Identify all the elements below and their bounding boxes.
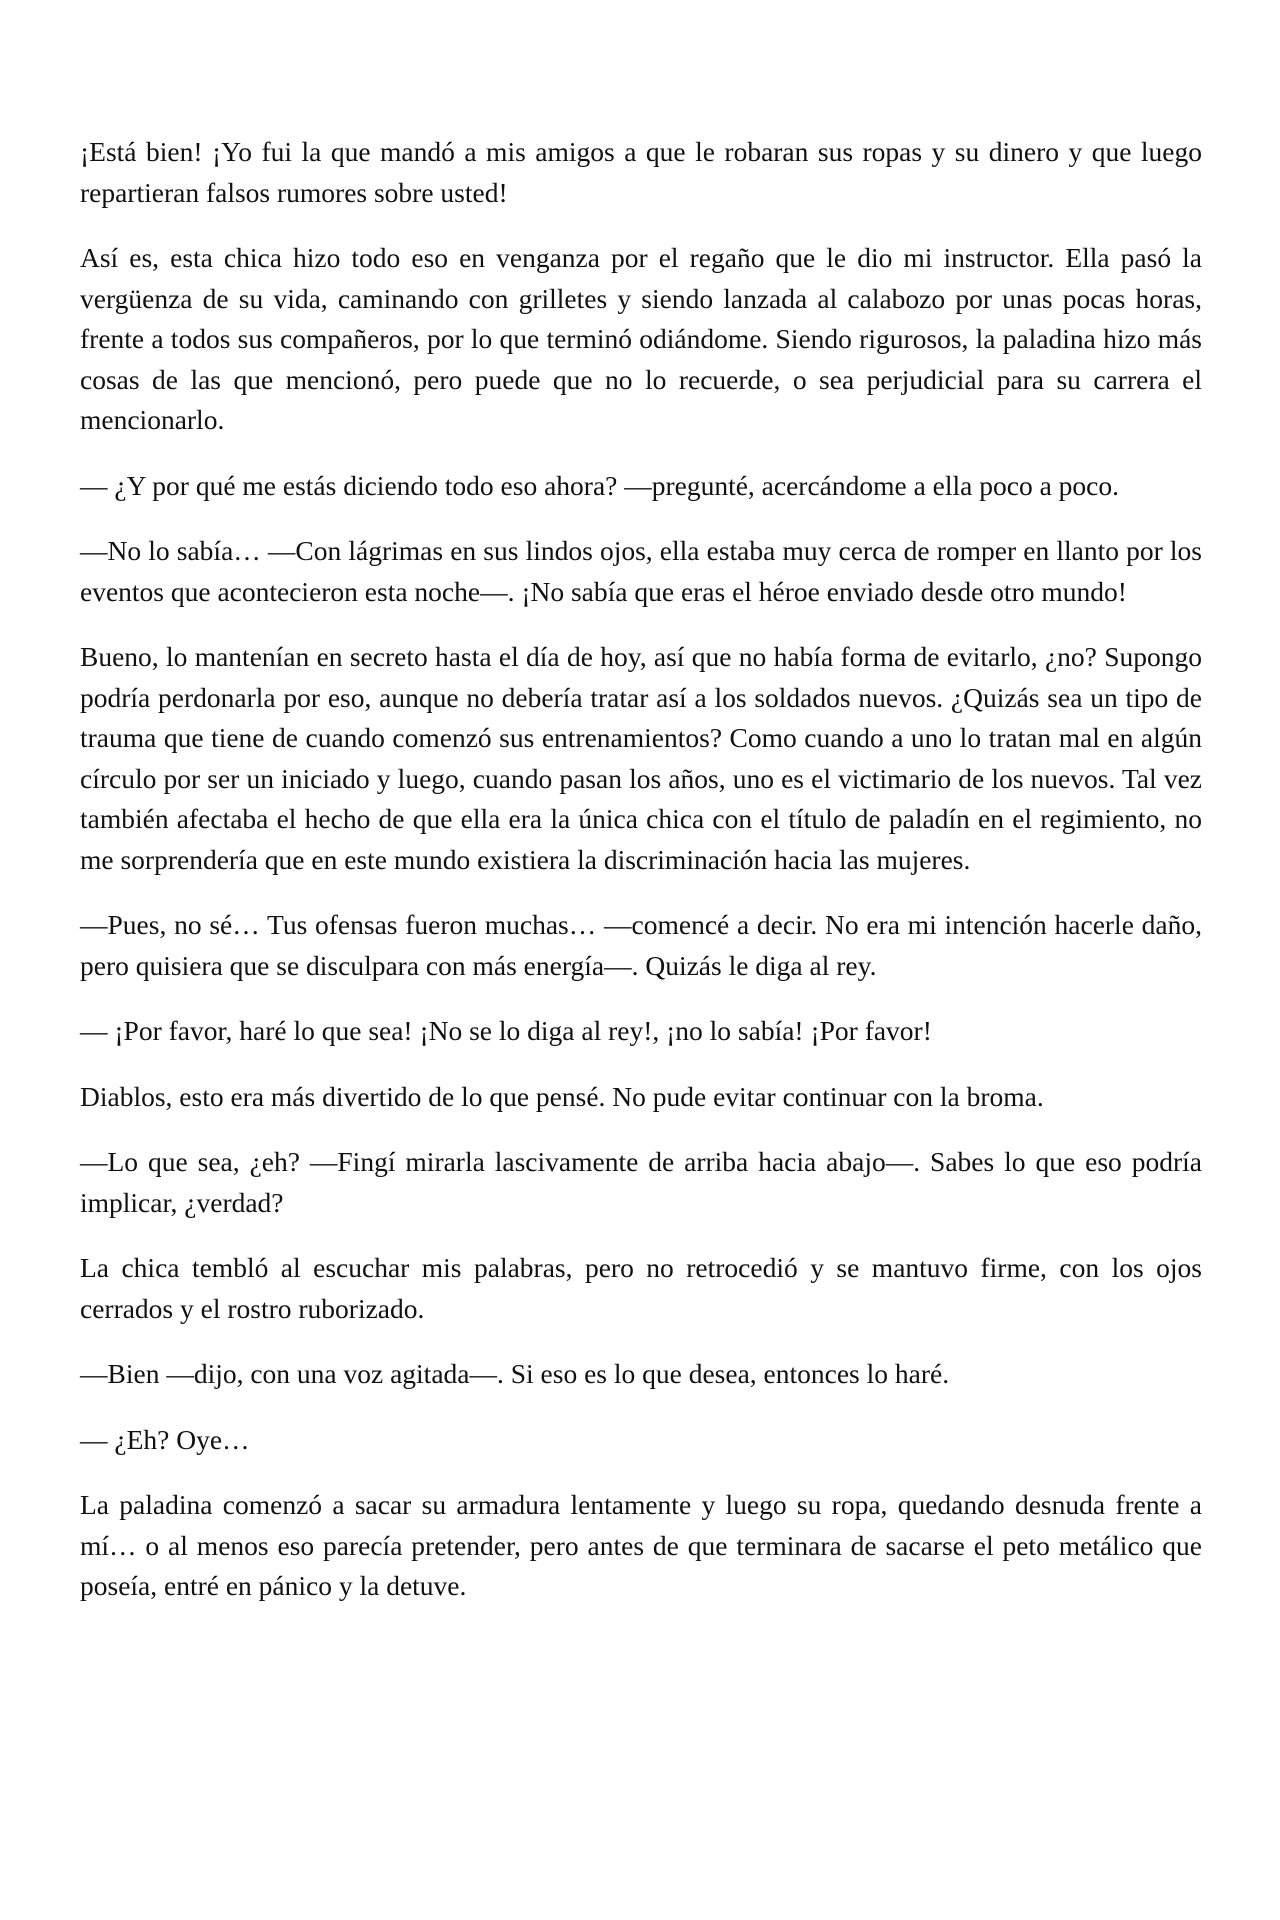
paragraph: ¡Está bien! ¡Yo fui la que mandó a mis amigos a que le robaran sus ropas y su dinero y que luego repartieran falsos rumores sobre usted!: [80, 136, 1202, 208]
paragraph: Así es, esta chica hizo todo eso en venganza por el regaño que le dio mi instructor. Ella pasó la vergüenza de su vida, caminando con grilletes y siendo lanzada al calabozo por unas pocas horas, frente a todos sus compañeros, por lo que terminó odiándome. Siendo rigurosos, la paladina hizo más cosas de las que mencionó, pero puede que no lo recuerde, o sea perjudicial para su carrera el mencionarlo.: [80, 242, 1202, 435]
paragraph: Bueno, lo mantenían en secreto hasta el día de hoy, así que no había forma de evitarlo, ¿no? Supongo podría perdonarla por eso, aunque no debería tratar así a los soldados nuevos. ¿Quizás sea un tipo de trauma que tiene de cuando comenzó sus entrenamientos? Como cuando a uno lo tratan mal en algún círculo por ser un iniciado y luego, cuando pasan los años, uno es el victimario de los nuevos. Tal vez también afectaba el hecho de que ella era la única chica con el título de paladín en el regimiento, no me sorprendería que en este mundo existiera la discriminación hacia las mujeres.: [80, 641, 1202, 875]
document-page: [80, 132, 1202, 1607]
paragraph: — ¿Eh? Oye…: [80, 1423, 250, 1455]
paragraph: — ¿Y por qué me estás diciendo todo eso ahora? —pregunté, acercándome a ella poco a poco.: [80, 469, 1119, 501]
paragraph: —Bien —dijo, con una voz agitada—. Si eso es lo que desea, entonces lo haré.: [80, 1358, 950, 1389]
paragraph: —Pues, no sé… Tus ofensas fueron muchas… —comencé a decir. No era mi intención hacerle daño, pero quisiera que se disculpara con más energía—. Quizás le diga al rey.: [80, 909, 1202, 981]
paragraph: —Lo que sea, ¿eh? —Fingí mirarla lascivamente de arriba hacia abajo—. Sabes lo que eso podría implicar, ¿verdad?: [80, 1146, 1202, 1218]
paragraph: La chica tembló al escuchar mis palabras, pero no retrocedió y se mantuvo firme, con los ojos cerrados y el rostro ruborizado.: [80, 1252, 1202, 1324]
paragraph: La paladina comenzó a sacar su armadura lentamente y luego su ropa, quedando desnuda frente a mí… o al menos eso parecía pretender, pero antes de que terminara de sacarse el peto metálico que poseía, entré en pánico y la detuve.: [80, 1489, 1202, 1601]
paragraph: — ¡Por favor, haré lo que sea! ¡No se lo diga al rey!, ¡no lo sabía! ¡Por favor!: [80, 1015, 932, 1046]
paragraph: Diablos, esto era más divertido de lo que pensé. No pude evitar continuar con la broma.: [80, 1080, 1044, 1112]
paragraph: —No lo sabía… —Con lágrimas en sus lindos ojos, ella estaba muy cerca de romper en llanto por los eventos que acontecieron esta noche—. ¡No sabía que eras el héroe enviado desde otro mundo!: [80, 535, 1202, 607]
